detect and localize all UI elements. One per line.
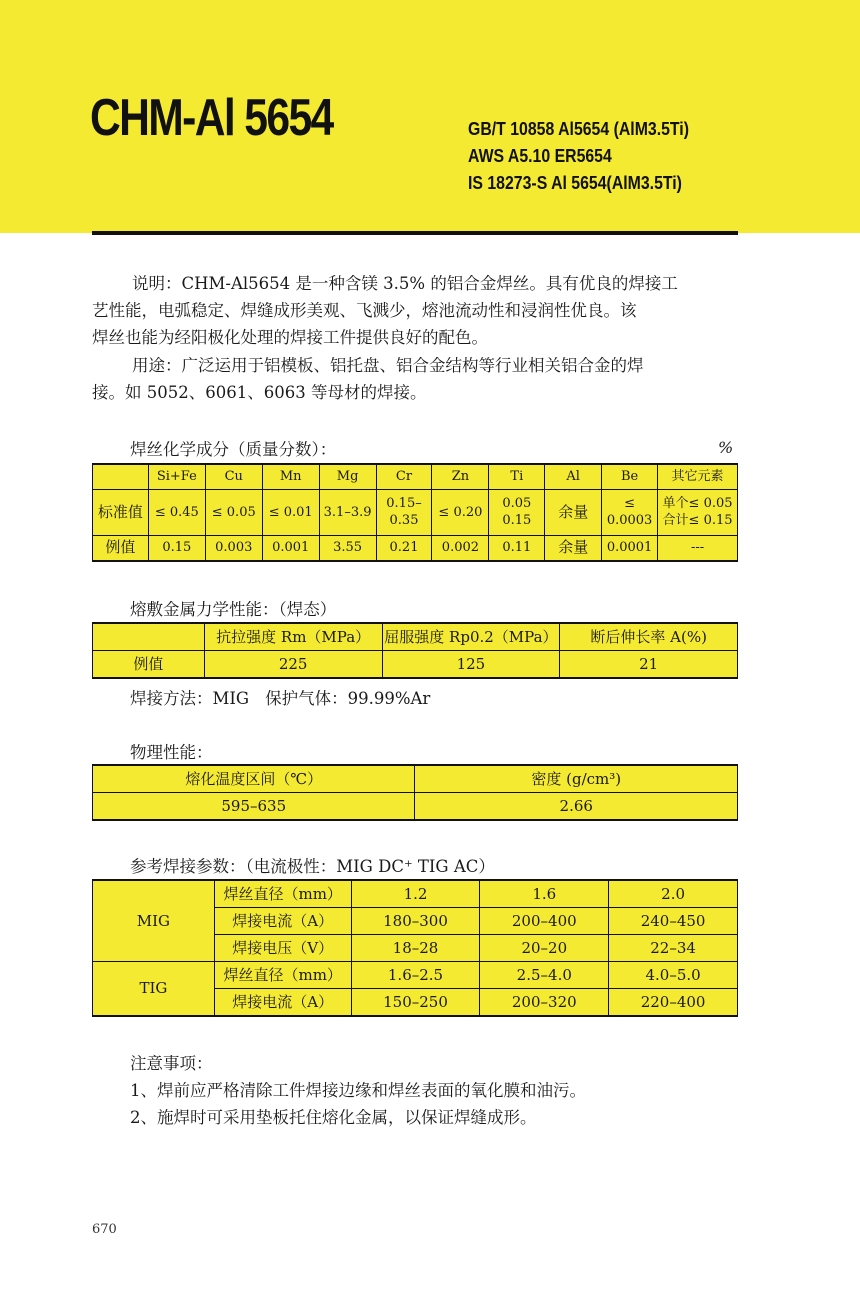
table-cell: 150–250 — [351, 989, 480, 1017]
table-cell: 余量 — [545, 535, 602, 561]
table-row — [93, 962, 738, 989]
table-cell: 2.5–4.0 — [480, 962, 609, 989]
table-cell: ≤ 0.0003 — [602, 489, 658, 535]
table-cell: 22–34 — [609, 935, 738, 962]
table-cell: 200–400 — [480, 908, 609, 935]
row-label: 标准值 — [93, 489, 149, 535]
table-header: 抗拉强度 Rm（MPa） — [204, 623, 382, 651]
gas-label: 保护气体： — [265, 689, 348, 708]
description-text-line3: 焊丝也能为经阳极化处理的焊接工件提供良好的配色。 — [92, 328, 488, 347]
table-cell: 18–28 — [351, 935, 480, 962]
table-cell: 2.0 — [609, 880, 738, 908]
table-row — [93, 651, 738, 679]
method-label: 焊接方法： — [130, 689, 213, 708]
process-label-tig: TIG — [93, 962, 215, 1017]
table-cell: 0.003 — [205, 535, 262, 561]
params-heading-note: （电流极性：MIG DC⁺ TIG AC） — [245, 857, 495, 876]
table-header: Mn — [262, 464, 319, 489]
table-header: 断后伸长率 A(%) — [560, 623, 738, 651]
mech-heading: 熔敷金属力学性能：（焊态） — [130, 600, 337, 619]
table-cell: 240–450 — [609, 908, 738, 935]
product-title: CHM-Al 5654 — [90, 89, 333, 147]
table-cell — [93, 623, 205, 651]
standard-aws: AWS A5.10 ER5654 — [468, 146, 612, 166]
chem-unit: % — [718, 438, 734, 457]
table-cell: 3.1–3.9 — [319, 489, 376, 535]
standard-gb: GB/T 10858 Al5654 (AlM3.5Ti) — [468, 119, 689, 139]
phys-heading: 物理性能： — [130, 743, 213, 762]
usage-text-line1: 广泛运用于铝模板、铝托盘、铝合金结构等行业相关铝合金的焊 — [181, 356, 644, 375]
process-label-mig: MIG — [93, 880, 215, 962]
description-text-line2: 艺性能，电弧稳定、焊缝成形美观、飞溅少，熔池流动性和浸润性优良。该 — [92, 301, 637, 320]
table-header: Cr — [376, 464, 432, 489]
table-cell: 2.66 — [415, 793, 738, 821]
method-value: MIG — [212, 689, 250, 708]
description-label: 说明： — [132, 274, 182, 293]
table-cell: 单个≤ 0.05 合计≤ 0.15 — [658, 489, 738, 535]
table-row — [93, 535, 738, 561]
usage-label: 用途： — [132, 356, 182, 375]
table-row — [93, 623, 738, 651]
table-cell: 125 — [382, 651, 560, 679]
table-row — [93, 793, 738, 821]
table-cell: 0.15– 0.35 — [376, 489, 432, 535]
table-header: Zn — [432, 464, 489, 489]
note-item-1: 1、焊前应严格清除工件焊接边缘和焊丝表面的氧化膜和油污。 — [130, 1081, 586, 1100]
table-row — [93, 765, 738, 793]
mech-heading-note: （焊态） — [278, 600, 337, 619]
table-cell: 0.21 — [376, 535, 432, 561]
table-cell: 220–400 — [609, 989, 738, 1017]
table-header: Mg — [319, 464, 376, 489]
usage-paragraph — [92, 352, 738, 406]
table-cell: ≤ 0.45 — [148, 489, 205, 535]
table-cell: 200–320 — [480, 989, 609, 1017]
params-heading: 参考焊接参数：（电流极性：MIG DC⁺ TIG AC） — [130, 857, 495, 876]
table-cell: 3.55 — [319, 535, 376, 561]
table-cell: 180–300 — [351, 908, 480, 935]
table-header: 其它元素 — [658, 464, 738, 489]
row-label: 例值 — [93, 651, 205, 679]
usage-text-line2: 接。如 5052、6061、6063 等母材的焊接。 — [92, 383, 427, 402]
table-cell: 0.05 0.15 — [489, 489, 545, 535]
param-name: 焊丝直径（mm） — [214, 962, 351, 989]
description-text-line1: CHM-Al5654 是一种含镁 3.5% 的铝合金焊丝。具有优良的焊接工 — [181, 274, 678, 293]
table-cell: ≤ 0.20 — [432, 489, 489, 535]
notes-heading: 注意事项： — [130, 1054, 213, 1073]
table-row — [93, 489, 738, 535]
table-cell: 1.6 — [480, 880, 609, 908]
table-cell: 余量 — [545, 489, 602, 535]
param-name: 焊丝直径（mm） — [214, 880, 351, 908]
table-header: Si+Fe — [148, 464, 205, 489]
note-item-2: 2、施焊时可采用垫板托住熔化金属，以保证焊缝成形。 — [130, 1108, 537, 1127]
table-cell: 0.11 — [489, 535, 545, 561]
table-cell: 20–20 — [480, 935, 609, 962]
mech-table — [92, 622, 738, 679]
page-number: 670 — [92, 1222, 117, 1237]
phys-table — [92, 764, 738, 821]
table-header: 屈服强度 Rp0.2（MPa） — [382, 623, 560, 651]
description-paragraph — [92, 270, 738, 351]
gas-value: 99.99%Ar — [347, 689, 431, 708]
table-header: Ti — [489, 464, 545, 489]
table-row — [93, 464, 738, 489]
table-cell: 0.15 — [148, 535, 205, 561]
standard-is: IS 18273-S Al 5654(AlM3.5Ti) — [468, 173, 682, 193]
table-cell: 0.002 — [432, 535, 489, 561]
table-header: Al — [545, 464, 602, 489]
table-header: Cu — [205, 464, 262, 489]
chem-table — [92, 463, 738, 562]
param-name: 焊接电流（A） — [214, 908, 351, 935]
param-name: 焊接电压（V） — [214, 935, 351, 962]
table-cell: 4.0–5.0 — [609, 962, 738, 989]
header-rule — [92, 231, 738, 235]
param-name: 焊接电流（A） — [214, 989, 351, 1017]
table-header: 密度 (g/cm³) — [415, 765, 738, 793]
table-cell: ≤ 0.01 — [262, 489, 319, 535]
table-row — [93, 880, 738, 908]
table-header: 熔化温度区间（℃） — [93, 765, 415, 793]
table-cell: 1.2 — [351, 880, 480, 908]
chem-heading: 焊丝化学成分（质量分数）： — [130, 440, 337, 459]
table-cell: 595–635 — [93, 793, 415, 821]
table-cell — [93, 464, 149, 489]
table-cell: 0.001 — [262, 535, 319, 561]
table-cell: 21 — [560, 651, 738, 679]
table-cell: 0.0001 — [602, 535, 658, 561]
standards-block — [468, 116, 689, 197]
params-table — [92, 879, 738, 1017]
table-header: Be — [602, 464, 658, 489]
table-cell: --- — [658, 535, 738, 561]
row-label: 例值 — [93, 535, 149, 561]
table-cell: 1.6–2.5 — [351, 962, 480, 989]
table-cell: 225 — [204, 651, 382, 679]
table-cell: ≤ 0.05 — [205, 489, 262, 535]
method-line — [130, 685, 430, 709]
